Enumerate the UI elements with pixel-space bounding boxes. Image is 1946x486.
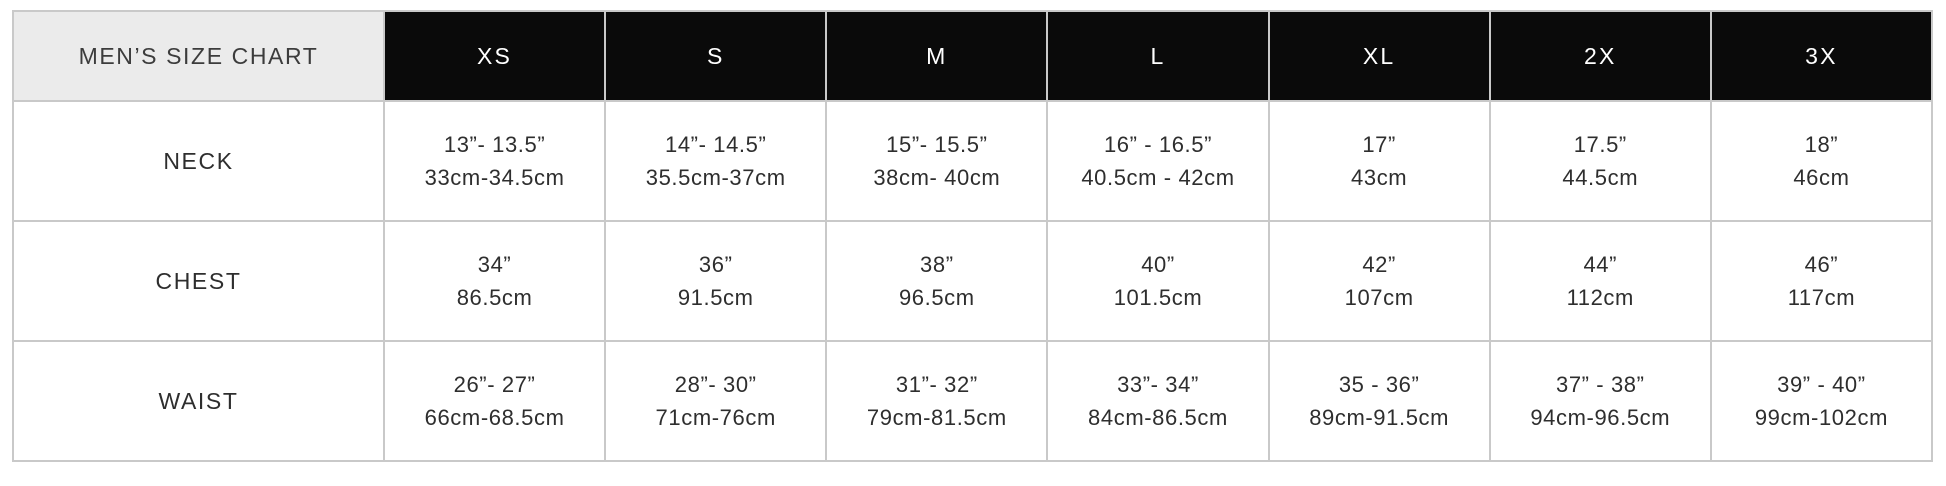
cm-value: 112cm <box>1566 285 1634 310</box>
cell-neck-s <box>605 101 826 221</box>
inches-value: 40” <box>1141 252 1175 277</box>
size-header-m: M <box>826 11 1047 101</box>
cm-value: 84cm-86.5cm <box>1088 405 1228 430</box>
inches-value: 46” <box>1804 252 1839 277</box>
row-chest <box>13 221 1932 341</box>
inches-value: 16” - 16.5” <box>1103 132 1213 157</box>
inches-value: 36” <box>698 252 733 277</box>
cell-neck-xl <box>1269 101 1490 221</box>
cell-chest-s <box>605 221 826 341</box>
size-chart-body <box>13 101 1932 461</box>
cell-waist-m <box>826 341 1047 461</box>
size-chart-table <box>12 10 1933 462</box>
size-header-s: S <box>605 11 826 101</box>
size-header-2x: 2X <box>1490 11 1711 101</box>
inches-value: 18” <box>1804 132 1839 157</box>
cell-chest-2x <box>1490 221 1711 341</box>
inches-value: 42” <box>1362 252 1396 277</box>
header-row <box>13 11 1932 101</box>
cell-neck-xs <box>384 101 605 221</box>
cm-value: 79cm-81.5cm <box>866 405 1007 430</box>
inches-value: 26”- 27” <box>453 372 536 397</box>
cm-value: 91.5cm <box>677 285 754 310</box>
cm-value: 38cm- 40cm <box>873 165 1001 190</box>
cm-value: 117cm <box>1787 285 1856 310</box>
cell-chest-l <box>1047 221 1268 341</box>
cell-waist-2x <box>1490 341 1711 461</box>
cell-waist-xs <box>384 341 605 461</box>
row-label-waist: WAIST <box>13 341 384 461</box>
cm-value: 35.5cm-37cm <box>645 165 786 190</box>
cell-waist-xl <box>1269 341 1490 461</box>
inches-value: 34” <box>477 252 512 277</box>
inches-value: 28”- 30” <box>674 372 757 397</box>
inches-value: 31”- 32” <box>895 372 978 397</box>
cell-chest-xs <box>384 221 605 341</box>
cm-value: 99cm-102cm <box>1754 405 1888 430</box>
cm-value: 86.5cm <box>456 285 533 310</box>
row-neck <box>13 101 1932 221</box>
row-label-chest: CHEST <box>13 221 384 341</box>
cm-value: 66cm-68.5cm <box>424 405 565 430</box>
cm-value: 101.5cm <box>1113 285 1203 310</box>
inches-value: 14”- 14.5” <box>665 132 767 157</box>
inches-value: 35 - 36” <box>1338 372 1420 397</box>
size-chart <box>12 10 1933 462</box>
cm-value: 71cm-76cm <box>655 405 776 430</box>
cm-value: 94cm-96.5cm <box>1530 405 1671 430</box>
size-header-xs: XS <box>384 11 605 101</box>
cell-chest-m <box>826 221 1047 341</box>
size-header-3x: 3X <box>1711 11 1932 101</box>
row-waist <box>13 341 1932 461</box>
cell-neck-2x <box>1490 101 1711 221</box>
inches-value: 44” <box>1583 252 1618 277</box>
cell-waist-l <box>1047 341 1268 461</box>
cm-value: 43cm <box>1351 165 1408 190</box>
inches-value: 38” <box>920 252 954 277</box>
chart-title: MEN’S SIZE CHART <box>13 11 384 101</box>
size-header-xl: XL <box>1269 11 1490 101</box>
inches-value: 17.5” <box>1573 132 1627 157</box>
cm-value: 46cm <box>1793 165 1850 190</box>
row-label-neck: NECK <box>13 101 384 221</box>
cm-value: 107cm <box>1344 285 1414 310</box>
cm-value: 40.5cm - 42cm <box>1081 165 1235 190</box>
cell-neck-m <box>826 101 1047 221</box>
cm-value: 96.5cm <box>898 285 975 310</box>
inches-value: 15”- 15.5” <box>886 132 988 157</box>
size-chart-header <box>13 11 1932 101</box>
inches-value: 13”- 13.5” <box>443 132 546 157</box>
size-header-l: L <box>1047 11 1268 101</box>
cell-waist-3x <box>1711 341 1932 461</box>
cm-value: 89cm-91.5cm <box>1309 405 1450 430</box>
cell-neck-3x <box>1711 101 1932 221</box>
cell-neck-l <box>1047 101 1268 221</box>
inches-value: 33”- 34” <box>1117 372 1199 397</box>
cell-chest-3x <box>1711 221 1932 341</box>
inches-value: 37” - 38” <box>1556 372 1645 397</box>
cm-value: 33cm-34.5cm <box>424 165 565 190</box>
inches-value: 17” <box>1362 132 1396 157</box>
cell-waist-s <box>605 341 826 461</box>
cm-value: 44.5cm <box>1562 165 1639 190</box>
inches-value: 39” - 40” <box>1777 372 1866 397</box>
cell-chest-xl <box>1269 221 1490 341</box>
